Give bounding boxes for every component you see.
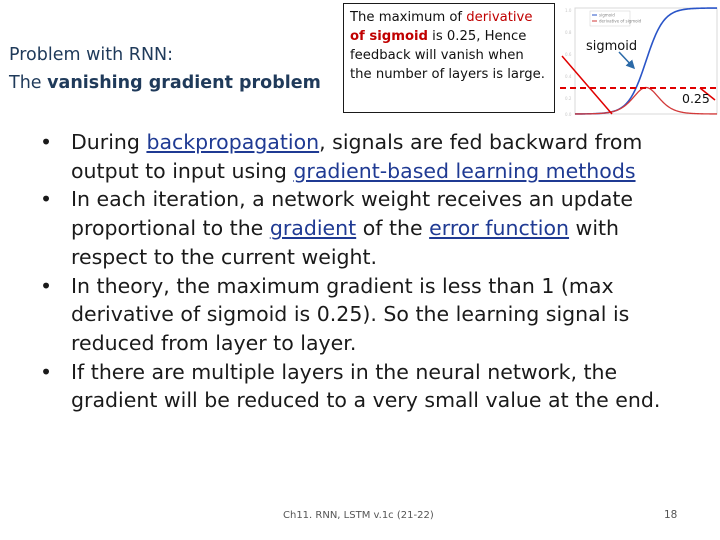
max-value-label: 0.25 [682, 91, 710, 106]
bullet-text: In theory, the maximum gradient is less than 1 (max derivative of sigmoid is 0.25). So the learning signal is reduced from layer to layer. [71, 273, 630, 355]
svg-text:0.8: 0.8 [565, 30, 572, 35]
bullet-dot-icon: • [40, 273, 53, 298]
bullet-text: , signals are fed backward from output to input using [71, 130, 643, 183]
bullet-link[interactable]: gradient [269, 216, 357, 241]
title-prefix: The [9, 73, 48, 93]
bullet-text: If there are multiple layers in the neural network, the gradient will be reduced to a very small value at the end. [71, 359, 661, 413]
bullet-item [40, 128, 700, 185]
bullet-dot-icon: • [40, 187, 53, 212]
svg-text:1.0: 1.0 [565, 8, 572, 13]
bullet-text: of the [356, 216, 430, 241]
svg-text:0.4: 0.4 [565, 74, 572, 79]
footer-course: Ch11. RNN, LSTM v.1c (21-22) [283, 510, 434, 521]
svg-text:0.2: 0.2 [565, 96, 572, 101]
bullet-item [40, 272, 700, 358]
note-red-sigmoid: of sigmoid [350, 29, 428, 44]
note-text-1: The maximum of [350, 10, 467, 25]
bullet-item [40, 185, 700, 271]
note-pointer-line [562, 56, 612, 114]
svg-text:0.6: 0.6 [565, 52, 572, 57]
bullet-link[interactable]: gradient-based learning methods [293, 158, 636, 183]
bullet-link[interactable]: backpropagation [146, 130, 320, 154]
slide-title [9, 41, 339, 97]
sigmoid-pointer-arrow [619, 52, 634, 68]
note-box [343, 3, 555, 113]
title-emphasis: vanishing gradient problem [47, 73, 321, 93]
page-number: 18 [664, 509, 678, 521]
sigmoid-figure [560, 2, 720, 122]
legend-label-derivative: derivative of sigmoid [599, 18, 642, 24]
bullet-link[interactable]: error function [429, 216, 570, 241]
title-line-2 [9, 69, 339, 97]
bullet-text: During [71, 130, 147, 154]
bullet-dot-icon: • [40, 130, 53, 154]
bullet-list [40, 128, 700, 415]
svg-text:0.0: 0.0 [565, 112, 572, 117]
bullet-text: In each iteration, a network weight receives an update proportional to the [71, 187, 634, 241]
sigmoid-label: sigmoid [586, 39, 638, 54]
note-red-derivative: derivative [466, 10, 533, 25]
bullet-item [40, 358, 700, 415]
note-text-2: is 0.25, Hence feedback will vanish when the number of layers is large. [350, 29, 545, 82]
bullet-dot-icon: • [40, 359, 53, 384]
legend-label-sigmoid: sigmoid [599, 12, 615, 18]
title-line-1: Problem with RNN: [9, 45, 174, 65]
bullet-text: with respect to the current weight. [71, 216, 620, 269]
